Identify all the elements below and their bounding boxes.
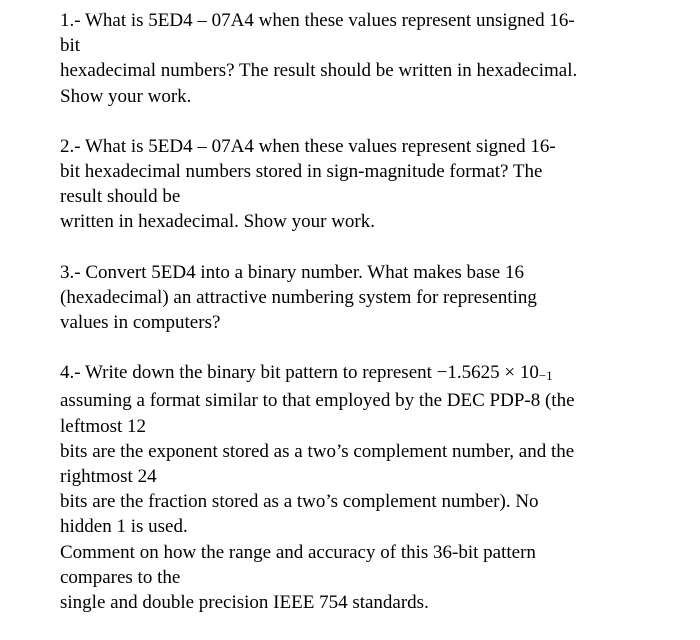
question-text-line: (hexadecimal) an attractive numbering system for representing xyxy=(60,286,537,308)
exponent-small-text: −1 xyxy=(538,368,553,384)
question-text-line: hidden 1 is used. xyxy=(60,516,188,538)
question-text-line: 3.- Convert 5ED4 into a binary number. What makes base 16 xyxy=(60,261,524,283)
question-text-line: values in computers? xyxy=(60,312,221,334)
question-text-line: result should be xyxy=(60,186,181,208)
question-text-line: bits are the fraction stored as a two’s complement number). No xyxy=(60,491,539,513)
question-text-line: bit hexadecimal numbers stored in sign-magnitude format? The xyxy=(60,161,543,183)
question-text-line: bits are the exponent stored as a two’s complement number, and the xyxy=(60,440,575,462)
question-text-line: compares to the xyxy=(60,566,181,588)
question-text-line: bit xyxy=(60,35,81,57)
question-text-line: leftmost 12 xyxy=(60,415,147,437)
question-text-line: 2.- What is 5ED4 – 07A4 when these values represent signed 16- xyxy=(60,135,556,157)
question-text-line: single and double precision IEEE 754 standards. xyxy=(60,592,429,614)
question-text-line: assuming a format similar to that employed by the DEC PDP-8 (the xyxy=(60,390,575,412)
question-1 xyxy=(60,8,680,109)
question-text-line: hexadecimal numbers? The result should be written in hexadecimal. xyxy=(60,60,578,82)
question-2 xyxy=(60,134,680,235)
question-text-line: Comment on how the range and accuracy of this 36-bit pattern xyxy=(60,541,536,563)
question-text-line xyxy=(60,360,680,388)
question-4 xyxy=(60,360,680,615)
question-3 xyxy=(60,260,680,336)
document-body xyxy=(60,8,680,640)
question-4-prefix: 4.- Write down the binary bit pattern to represent −1.5625 × 10 xyxy=(60,362,539,384)
question-text-line: rightmost 24 xyxy=(60,466,157,488)
question-text-line: 1.- What is 5ED4 – 07A4 when these values represent unsigned 16- xyxy=(60,10,575,31)
question-text-line: Show your work. xyxy=(60,85,192,107)
question-text-line: written in hexadecimal. Show your work. xyxy=(60,211,376,233)
